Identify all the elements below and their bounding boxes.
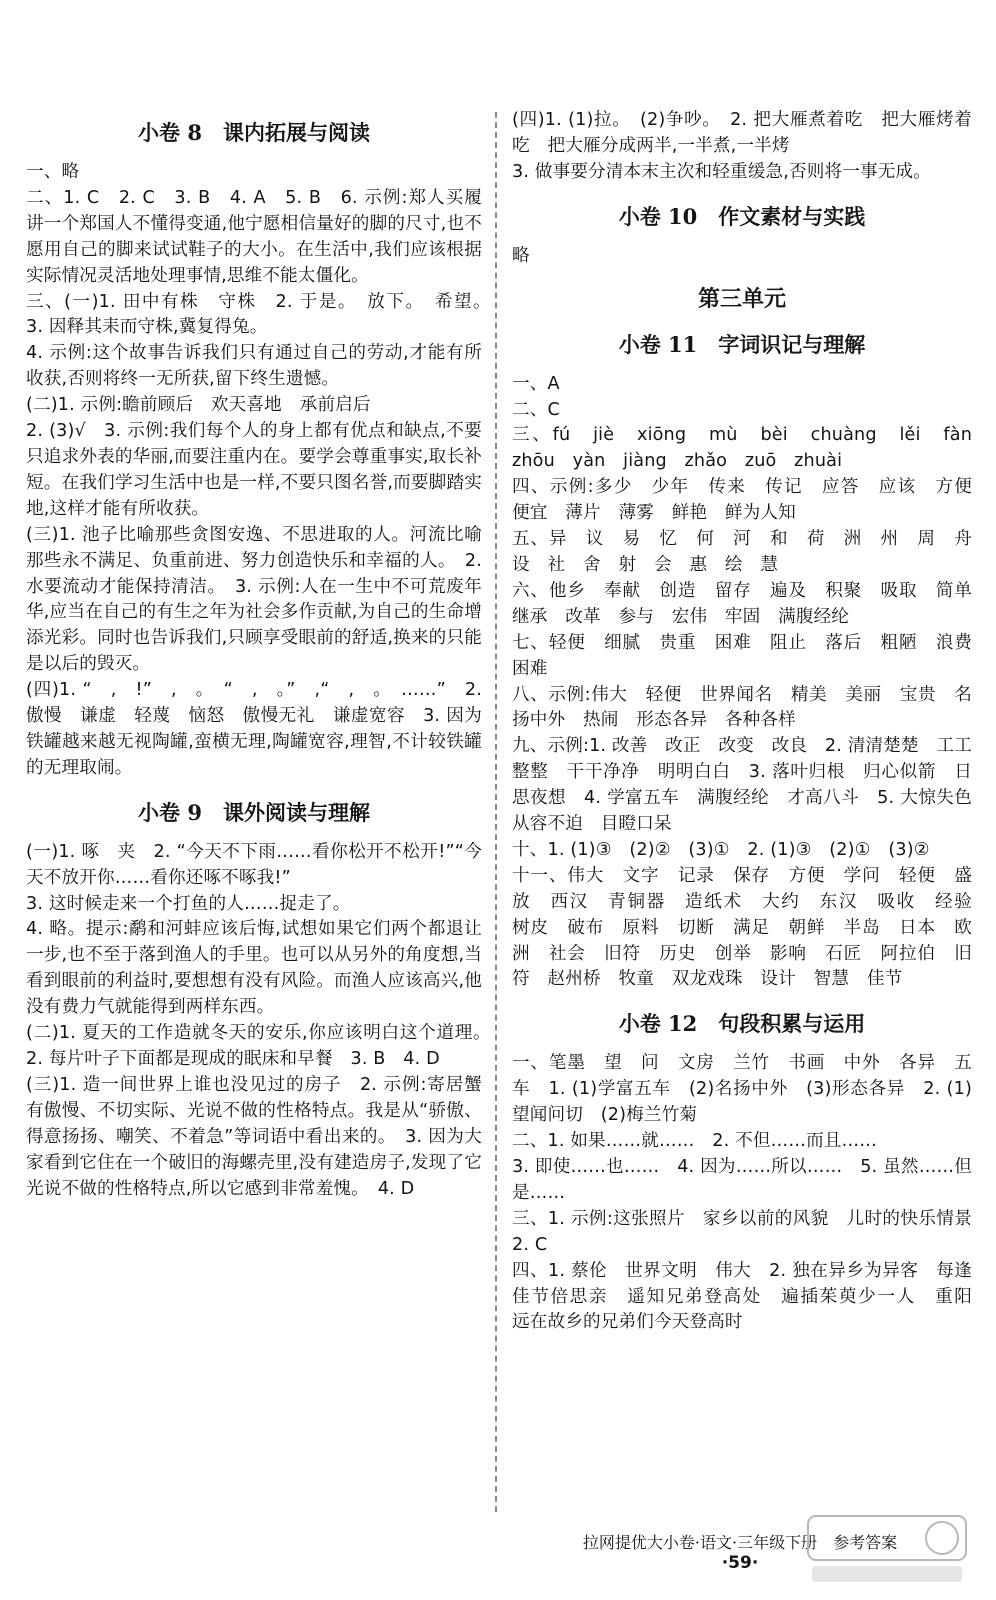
answer-line: 二、C	[512, 399, 560, 420]
left-column	[26, 108, 500, 1202]
unit-title: 第三单元	[697, 285, 786, 312]
answer-line: 二、1. 如果……就…… 2. 不但……而且……	[512, 1131, 878, 1152]
section-8-title: 小卷 8 课内拓展与阅读	[138, 120, 370, 145]
answer-line: (四)1. (1)拉。 (2)争吵。 2. 把大雁煮着吃 把大雁烤着吃 把大雁分成两半,一半煮,一半烤	[512, 110, 972, 156]
answer-line: 一、略	[26, 162, 80, 182]
answer-line: 八、示例:伟大 轻便 世界闻名 精美 美丽 宝贵 名扬中外 热闹 形态各异 各种各样	[512, 684, 972, 731]
answer-line: 一、笔墨 望 问 文房 兰竹 书画 中外 各异 五车 1. (1)学富五车 (2)名扬中外 (3)形态各异 2. (1)望闻问切 (2)梅兰竹菊	[512, 1053, 972, 1126]
right-column	[512, 108, 990, 1336]
answer-line: 2. (3)√ 3. 示例:我们每个人的身上都有优点和缺点,不要只追求外表的华丽,而要注重内在。要学会尊重事实,取长补短。在我们学习生活中也是一样,不要只图名誉,而要脚踏实地,这样才能有所收获。	[26, 421, 482, 519]
answer-line: 3. 这时候走来一个打鱼的人……捉走了。	[26, 893, 351, 914]
answer-line: 略	[512, 245, 530, 266]
answer-line: (四)1. “ , !” , 。 “ , 。” ,“ , 。 ……” 2. 傲慢 谦虚 轻蔑 恼怒 傲慢无礼 谦虚宽容 3. 因为铁罐越来越无视陶罐,蛮横无理,陶罐宽容,理智,不计较铁罐的无理取闹。	[26, 680, 488, 778]
section-12-title: 小卷 12 句段积累与运用	[618, 1011, 866, 1037]
footer-text: 拉网提优大小卷·语文·三年级下册 参考答案	[582, 1533, 898, 1552]
section-10-title: 小卷 10 作文素材与实践	[618, 203, 866, 229]
answer-line: 五、异 议 易 忆 何 河 和 荷 洲 州 周 舟 设 社 舍 射 会 惠 绘 慧	[512, 529, 990, 575]
answer-line: 十一、伟大 文字 记录 保存 方便 学问 轻便 盛放 西汉 青铜器 造纸术 大约 东汉 吸收 经验 树皮 破布 原料 切断 满足 朝鲜 半岛 日本 欧洲 社会 旧符 历史 创举 影响 石匠 阿拉伯 旧符 赵州桥 牧童 双龙戏珠 设计 智慧 佳节	[512, 865, 990, 990]
answer-line: (三)1. 池子比喻那些贪图安逸、不思进取的人。河流比喻那些永不满足、负重前进、努力创造快乐和幸福的人。 2. 水要流动才能保持清洁。 3. 示例:人在一生中不可荒废年华,应当在自己的有生之年为社会多作贡献,为自己的生命增添光彩。同时也告诉我们,只顾享受眼前的舒适,换来的只能是以后的毁灭。	[26, 524, 488, 675]
answer-line: 3. 即使……也…… 4. 因为……所以…… 5. 虽然……但是……	[512, 1157, 972, 1203]
answer-line: 二、1. C 2. C 3. B 4. A 5. B 6. 示例:郑人买履 讲一个郑国人不懂得变通,他宁愿相信量好的脚的尺寸,也不愿用自己的脚来试试鞋子的大小。在生活中,我们应该根据实际情况灵活地处理事情,思维不能太僵化。	[26, 187, 500, 286]
watermark-logo-icon	[802, 1510, 972, 1590]
section-11-title: 小卷 11 字词识记与理解	[618, 331, 866, 357]
answer-line: 四、示例:多少 少年 传来 传记 应答 应该 方便 便宜 薄片 薄雾 鲜艳 鲜为人知	[512, 477, 990, 524]
page-number: ·59·	[721, 1553, 759, 1573]
answer-line: (一)1. 啄 夹 2. “今天不下雨……看你松开不松开!”“今天不放开你……看你还啄不啄我!”	[26, 841, 482, 888]
answer-line: (二)1. 夏天的工作造就冬天的安乐,你应该明白这个道理。 2. 每片叶子下面都是现成的眠床和早餐 3. B 4. D	[26, 1023, 500, 1069]
column-divider	[495, 112, 497, 1512]
section-9-title: 小卷 9 课外阅读与理解	[138, 799, 370, 825]
answer-line: 4. 略。提示:鹬和河蚌应该后悔,试想如果它们两个都退让一步,也不至于落到渔人的手里。也可以从另外的角度想,当看到眼前的利益时,要想想有没有风险。而渔人应该高兴,他没有费力气就能得到两样东西。	[26, 919, 482, 1018]
answer-line: 3. 做事要分清本末主次和轻重缓急,否则将一事无成。	[512, 161, 931, 182]
answer-line: 一、A	[512, 373, 560, 394]
answer-line: 十、1. (1)③ (2)② (3)① 2. (1)③ (2)① (3)②	[512, 839, 930, 860]
answer-line: (三)1. 造一间世界上谁也没见过的房子 2. 示例:寄居蟹有傲慢、不切实际、光说不做的性格特点。我是从“骄傲、得意扬扬、嘲笑、不着急”等词语中看出来的。 3. 因为大家看到它住在一个破旧的海螺壳里,没有建造房子,发现了它光说不做的性格特点,所以它感到非常羞愧。 4. D	[26, 1074, 482, 1199]
answer-line: 四、1. 蔡伦 世界文明 伟大 2. 独在异乡为异客 每逢佳节倍思亲 遥知兄弟登高处 遍插茱萸少一人 重阳 远在故乡的兄弟们今天登高时	[512, 1260, 990, 1333]
answer-line: 九、示例:1. 改善 改正 改变 改良 2. 清清楚楚 工工整整 干干净净 明明白白 3. 落叶归根 归心似箭 日思夜想 4. 学富五车 满腹经纶 才高八斗 5. 大惊失色 从容不迫 目瞪口呆	[512, 736, 990, 835]
answer-line: 六、他乡 奉献 创造 留存 遍及 积聚 吸取 简单 继承 改革 参与 宏伟 牢固 满腹经纶	[512, 580, 990, 627]
answer-line: 三、(一)1. 田中有株 守株 2. 于是。 放下。 希望。 3. 因释其耒而守株,冀复得兔。	[26, 291, 500, 338]
answer-line: 4. 示例:这个故事告诉我们只有通过自己的劳动,才能有所收获,否则将终一无所获,留下终生遗憾。	[26, 343, 482, 390]
answer-line: 三、fú jiè xiōng mù bèi chuàng lěi fàn zhōu yàn jiàng zhǎo zuō zhuài	[512, 425, 990, 472]
answer-line: (二)1. 示例:瞻前顾后 欢天喜地 承前启后	[26, 395, 371, 416]
answer-line: 三、1. 示例:这张照片 家乡以前的风貌 儿时的快乐情景 2. C	[512, 1208, 990, 1255]
answer-line: 七、轻便 细腻 贵重 困难 阻止 落后 粗陋 浪费 困难	[512, 632, 990, 679]
